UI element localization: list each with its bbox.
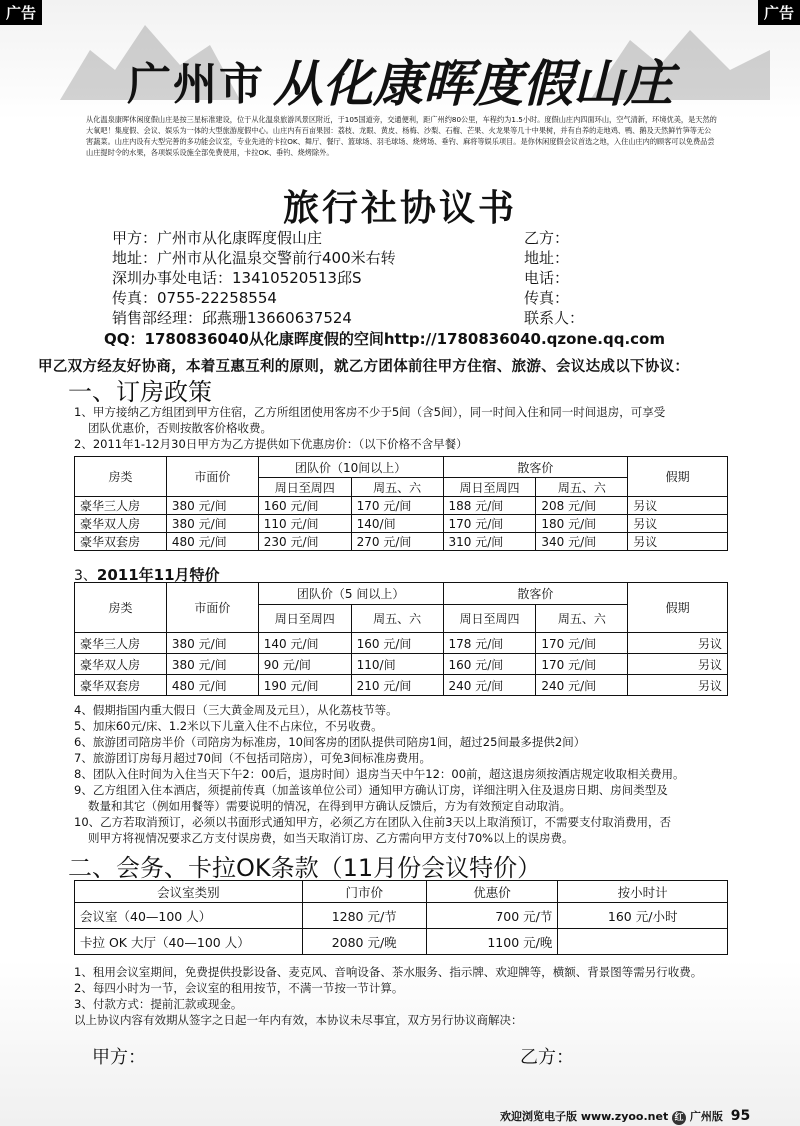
note-10a: 10、乙方若取消预订，必须以书面形式通知甲方，必须乙方在团队入住前3天以上取消预订，不需要支付取消费用，否 xyxy=(74,815,671,829)
terms-list xyxy=(74,702,685,846)
t2-cell: 240 元/间 xyxy=(536,675,628,696)
t2-h-holiday: 假期 xyxy=(628,583,728,633)
party-a-sales: 销售部经理：邱燕珊13660637524 xyxy=(112,309,352,327)
party-b-fax: 传真： xyxy=(524,289,570,307)
footer-text: 欢迎浏览电子版 www.zyoo.net xyxy=(500,1110,669,1123)
note-6: 6、旅游团司陪房半价（司陪房为标准房，10间客房的团队提供司陪房1间，超过25间最多提供2间） xyxy=(74,735,586,749)
t1-cell: 豪华三人房 xyxy=(75,497,167,515)
t2-cell: 140 元/间 xyxy=(258,633,351,654)
meeting-room-table xyxy=(74,880,728,955)
t2-cell: 190 元/间 xyxy=(258,675,351,696)
t1-cell: 180 元/间 xyxy=(536,515,628,533)
signature-party-b: 乙方： xyxy=(520,1047,574,1068)
table-row xyxy=(75,633,728,654)
footer-edition: 广州版 xyxy=(689,1110,723,1123)
note-5: 5、加床60元/床、1.2米以下儿童入住不占床位，不另收费。 xyxy=(74,719,383,733)
t1-cell: 160 元/间 xyxy=(258,497,351,515)
t1-h-group: 团队价（10间以上） xyxy=(258,457,443,478)
t2-cell: 380 元/间 xyxy=(166,654,258,675)
t2-h-walkin: 散客价 xyxy=(443,583,628,605)
term-1: 1、租用会议室期间，免费提供投影设备、麦克风、音响设备、茶水服务、指示牌、欢迎牌等，横额、背景图等需另行收费。 xyxy=(74,965,703,979)
t3-cell xyxy=(558,929,728,955)
t3-h-discount: 优惠价 xyxy=(426,881,558,903)
t1-h-g-weekday: 周日至周四 xyxy=(258,478,351,497)
room-price-table xyxy=(74,456,728,551)
term-2: 2、每四小时为一节，会议室的租用按节，不满一节按一节计算。 xyxy=(74,981,404,995)
t1-cell: 380 元/间 xyxy=(166,497,258,515)
t2-h-market: 市面价 xyxy=(166,583,258,633)
t1-cell: 豪华双套房 xyxy=(75,533,167,551)
page-footer xyxy=(500,1108,750,1125)
note-4: 4、假期指国内重大假日（三大黄金周及元旦），从化荔枝节等。 xyxy=(74,703,398,717)
table-row xyxy=(75,929,728,955)
t1-cell: 豪华双人房 xyxy=(75,515,167,533)
t3-h-market: 门市价 xyxy=(302,881,426,903)
t3-cell: 700 元/节 xyxy=(426,903,558,929)
party-b-contact: 联系人： xyxy=(524,309,585,327)
t2-cell: 240 元/间 xyxy=(443,675,536,696)
t2-cell: 另议 xyxy=(628,633,728,654)
t2-h-g-weekday: 周日至周四 xyxy=(258,605,351,633)
t1-h-s-weekend: 周五、六 xyxy=(536,478,628,497)
header-resort-name: 从化康晖度假山庄 xyxy=(273,54,673,113)
table-row xyxy=(75,533,728,551)
t2-cell: 另议 xyxy=(628,654,728,675)
t1-h-walkin: 散客价 xyxy=(443,457,628,478)
t2-cell: 178 元/间 xyxy=(443,633,536,654)
t1-cell: 310 元/间 xyxy=(443,533,536,551)
t1-cell: 208 元/间 xyxy=(536,497,628,515)
t1-cell: 340 元/间 xyxy=(536,533,628,551)
t2-cell: 210 元/间 xyxy=(351,675,443,696)
note-9b: 数量和其它（例如用餐等）需要说明的情况，在得到甲方确认反馈后，方为有效预定自动取消。 xyxy=(88,799,571,813)
t1-h-market: 市面价 xyxy=(166,457,258,497)
agreement-title: 旅行社协议书 xyxy=(282,188,517,229)
note-7: 7、旅游团订房每月超过70间（不包括司陪房），可免3间标准房费用。 xyxy=(74,751,432,765)
table-row xyxy=(75,497,728,515)
t2-cell: 160 元/间 xyxy=(351,633,443,654)
table-row xyxy=(75,903,728,929)
ad-badge-right: 广告 xyxy=(758,0,800,25)
t2-cell: 另议 xyxy=(628,675,728,696)
qq-contact: QQ：1780836040从化康晖度假的空间http://1780836040.qzone.qq.com xyxy=(104,330,665,348)
party-b-phone: 电话： xyxy=(524,269,570,287)
t2-h-s-weekday: 周日至周四 xyxy=(443,605,536,633)
section2-title: 二、会务、卡拉OK条款（11月份会议特价） xyxy=(68,854,542,882)
party-a-shenzhen-phone: 深圳办事处电话：13410520513邱S xyxy=(112,269,362,287)
t3-title: 2011年11月特价 xyxy=(96,566,220,584)
t3-cell: 2080 元/晚 xyxy=(302,929,426,955)
note-1a: 1、甲方接纳乙方组团到甲方住宿，乙方所组团使用客房不少于5间（含5间），同一时间入住和同一时间退房，可享受 xyxy=(74,405,666,419)
table-row xyxy=(75,654,728,675)
t1-cell: 230 元/间 xyxy=(258,533,351,551)
ad-badge-left: 广告 xyxy=(0,0,42,25)
section1-title: 一、订房政策 xyxy=(68,378,212,406)
party-b-name: 乙方： xyxy=(524,229,570,247)
t1-cell: 140/间 xyxy=(351,515,443,533)
t2-cell: 380 元/间 xyxy=(166,633,258,654)
t1-cell: 380 元/间 xyxy=(166,515,258,533)
t2-cell: 豪华双套房 xyxy=(75,675,167,696)
note-1b: 团队优惠价，否则按散客价格收费。 xyxy=(88,421,272,435)
t3-cell: 1280 元/节 xyxy=(302,903,426,929)
t2-h-type: 房类 xyxy=(75,583,167,633)
meeting-terms xyxy=(74,964,702,1028)
t2-cell: 豪华双人房 xyxy=(75,654,167,675)
t2-cell: 170 元/间 xyxy=(536,633,628,654)
note-10b: 则甲方将视情况要求乙方支付误房费，如当天取消订房、乙方需向甲方支付70%以上的误房费。 xyxy=(88,831,574,845)
t1-cell: 480 元/间 xyxy=(166,533,258,551)
magazine-logo-icon: 红 xyxy=(672,1111,686,1125)
t3-h-hourly: 按小时计 xyxy=(558,881,728,903)
header-city: 广州市 xyxy=(127,59,265,110)
note-8: 8、团队入住时间为入住当天下午2：00后，退房时间）退房当天中午12：00前，超这退房须按酒店规定收取相关费用。 xyxy=(74,767,685,781)
note-2: 2、2011年1-12月30日甲方为乙方提供如下优惠房价：（以下价格不含早餐） xyxy=(74,437,468,451)
t1-cell: 188 元/间 xyxy=(443,497,536,515)
t3-cell: 卡拉 OK 大厅（40—100 人） xyxy=(75,929,303,955)
t2-cell: 110/间 xyxy=(351,654,443,675)
party-b-address: 地址： xyxy=(524,249,570,267)
t3-cell: 160 元/小时 xyxy=(558,903,728,929)
t3-cell: 会议室（40—100 人） xyxy=(75,903,303,929)
t1-cell: 110 元/间 xyxy=(258,515,351,533)
t1-h-holiday: 假期 xyxy=(628,457,728,497)
t2-h-g-weekend: 周五、六 xyxy=(351,605,443,633)
t2-cell: 90 元/间 xyxy=(258,654,351,675)
party-a-fax: 传真：0755-22258554 xyxy=(112,289,277,307)
t1-cell: 170 元/间 xyxy=(443,515,536,533)
t3-cell: 1100 元/晚 xyxy=(426,929,558,955)
t1-cell: 270 元/间 xyxy=(351,533,443,551)
t3-number: 3、 xyxy=(74,568,97,584)
t1-h-type: 房类 xyxy=(75,457,167,497)
november-price-table xyxy=(74,582,728,696)
page-number: 95 xyxy=(730,1108,751,1124)
term-4: 以上协议内容有效期从签字之日起一年内有效，本协议未尽事宜，双方另行协议商解决： xyxy=(74,1013,523,1027)
t2-cell: 豪华三人房 xyxy=(75,633,167,654)
resort-intro: 从化温泉康晖休闲度假山庄是按三星标准建设，位于从化温泉旅游风景区附近，于105国道旁，交通便利，距广州约80公里，车程约为1.5小时。度假山庄内四面环山，空气清新，环境优美，是天然的大氧吧！集度假、会议、娱乐为一体的大型旅游度假中心。山庄内有百亩果园：荔枝、龙眼、黄皮、杨梅、沙梨、石榴、芒果、火龙果等几十中果树，并有自养的走地鸡、鸭、鹅及天然鲜竹笋等无公害蔬菜。山庄内设有大型完善的多功能会议室，专业先进的卡拉OK、舞厅、餐厅、篮球场、羽毛球场、烧烤场、垂钓、麻将等娱乐项目。是你休闲度假会议首选之地，入住山庄内的顾客可以免费品尝山庄提时令的水果，各项娱乐设施全部免费使用，卡拉OK、垂钓、烧烤除外。 xyxy=(86,115,717,157)
t1-cell: 另议 xyxy=(628,497,728,515)
table-row xyxy=(75,515,728,533)
party-info xyxy=(112,228,752,328)
party-a-address: 地址：广州市从化温泉交警前行400米右转 xyxy=(112,249,396,267)
t1-cell: 另议 xyxy=(628,515,728,533)
agreement-preamble: 甲乙双方经友好协商，本着互惠互利的原则，就乙方团体前往甲方住宿、旅游、会议达成以下协议： xyxy=(38,359,690,375)
t1-cell: 170 元/间 xyxy=(351,497,443,515)
party-a-name: 甲方：广州市从化康晖度假山庄 xyxy=(112,229,323,247)
t2-h-s-weekend: 周五、六 xyxy=(536,605,628,633)
section1-notes xyxy=(74,404,665,452)
resort-header xyxy=(0,44,800,116)
t2-h-group: 团队价（5 间以上） xyxy=(258,583,443,605)
t2-cell: 160 元/间 xyxy=(443,654,536,675)
note-9a: 9、乙方组团入住本酒店，须提前传真（加盖该单位公司）通知甲方确认订房，详细注明入住及退房日期、房间类型及 xyxy=(74,783,668,797)
term-3: 3、付款方式：提前汇款或现金。 xyxy=(74,997,243,1011)
table-row xyxy=(75,675,728,696)
signature-party-a: 甲方： xyxy=(92,1047,146,1068)
t2-cell: 170 元/间 xyxy=(536,654,628,675)
t1-h-g-weekend: 周五、六 xyxy=(351,478,443,497)
t3-h-category: 会议室类别 xyxy=(75,881,303,903)
t1-cell: 另议 xyxy=(628,533,728,551)
t1-h-s-weekday: 周日至周四 xyxy=(443,478,536,497)
t2-cell: 480 元/间 xyxy=(166,675,258,696)
